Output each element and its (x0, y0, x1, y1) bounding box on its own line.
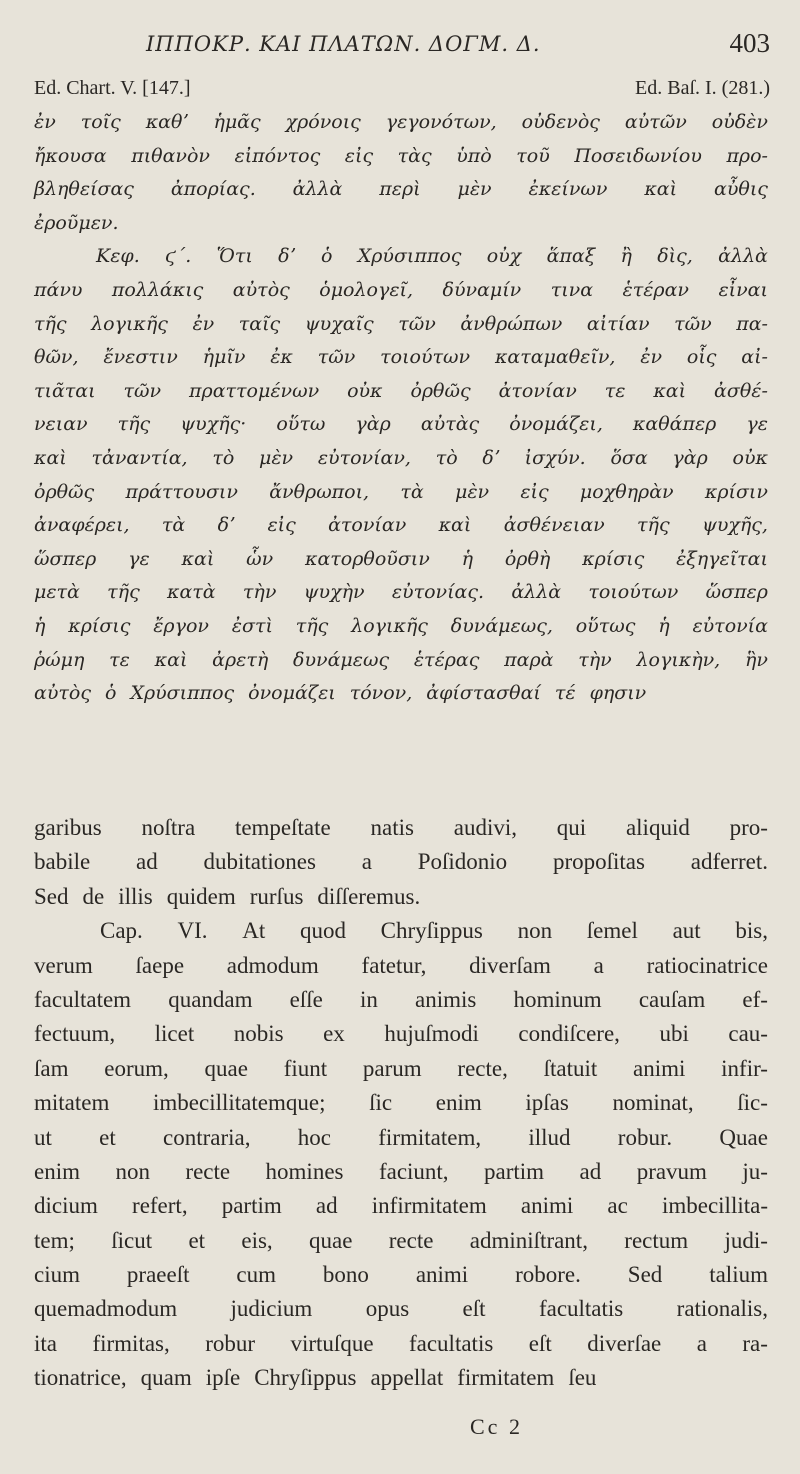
greek-text-block (34, 106, 768, 711)
greek-line: ἐν τοῖς καθʼ ἡμᾶς χρόνοις γεγονότων, οὐδενὸς αὐτῶν οὐδὲν (34, 111, 768, 133)
latin-line: Cap. VI. At quod Chryſippus non ſemel aut bis, (100, 918, 768, 944)
running-head: ΙΠΠΟΚΡ. ΚΑΙ ΠΛΑΤΩΝ. ΔΟΓΜ. Δ. (146, 32, 541, 56)
latin-line: quemadmodum judicium opus eſt facultatis rationalis, (34, 1296, 768, 1322)
page-header (34, 26, 770, 66)
greek-line: ἐροῦμεν. (34, 211, 119, 234)
greek-line: μετὰ τῆς κατὰ τὴν ψυχὴν εὐτονίας. ἀλλὰ τοιούτων ὥσπερ (34, 581, 768, 604)
latin-line: garibus noſtra tempeſtate natis audivi, qui aliquid pro- (34, 815, 768, 840)
latin-line: ut et contraria, hoc firmitatem, illud robur. Quae (34, 1124, 768, 1150)
greek-line: βληθείσας ἀπορίας. ἀλλὰ περὶ μὲν ἐκείνων καὶ αὖθις (34, 178, 768, 201)
greek-line: καὶ τἀναντία, τὸ μὲν εὐτονίαν, τὸ δʼ ἰσχύν. ὅσα γὰρ οὐκ (34, 446, 768, 469)
latin-line: dicium refert, partim ad infirmitatem animi ac imbecillita- (34, 1193, 768, 1219)
greek-line: Κεφ. ϛ΄. Ὅτι δʼ ὁ Χρύσιππος οὐχ ἅπαξ ἢ δὶς, ἀλλὰ (96, 245, 768, 268)
greek-line: θῶν, ἔνεστιν ἡμῖν ἐκ τῶν τοιούτων καταμαθεῖν, ἐν οἷς αἰ- (34, 346, 768, 369)
greek-line: αὐτὸς ὁ Χρύσιππος ὀνομάζει τόνον, ἀφίστασθαί τέ φησιν (34, 682, 647, 705)
latin-line: tionatrice, quam ipſe Chryſippus appellat firmitatem ſeu (34, 1365, 597, 1391)
latin-line: verum ſaepe admodum fatetur, diverſam a ratiocinatrice (34, 952, 768, 978)
greek-line: ἡ κρίσις ἔργον ἐστὶ τῆς λογικῆς δυνάμεως, οὕτως ἡ εὐτονία (34, 614, 768, 637)
greek-line: ὀρθῶς πράττουσιν ἄνθρωποι, τὰ μὲν εἰς μοχθηρὰν κρίσιν (34, 480, 768, 503)
latin-line: ſam eorum, quae fiunt parum recte, ſtatuit animi infir- (34, 1055, 768, 1081)
greek-line: νειαν τῆς ψυχῆς· οὕτω γὰρ αὐτὰς ὀνομάζει, καθάπερ γε (34, 413, 768, 436)
edition-reference (34, 77, 770, 105)
latin-line: mitatem imbecillitatemque; ſic enim ipſas nominat, ſic- (34, 1090, 768, 1116)
signature-mark: Cc 2 (470, 1414, 523, 1439)
edition-right: Ed. Baſ. I. (281.) (635, 77, 770, 99)
greek-line: τιᾶται τῶν πραττομένων οὐκ ὀρθῶς ἀτονίαν τε καὶ ἀσθέ- (34, 379, 768, 402)
greek-line: πάνυ πολλάκις αὐτὸς ὁμολογεῖ, δύναμίν τινα ἑτέραν εἶναι (34, 278, 768, 301)
greek-line: τῆς λογικῆς ἐν ταῖς ψυχαῖς τῶν ἀνθρώπων αἰτίαν τῶν πα- (34, 312, 768, 335)
latin-line: tem; ſicut et eis, quae recte adminiſtrant, rectum judi- (34, 1227, 768, 1253)
latin-line: facultatem quandam eſſe in animis hominum cauſam ef- (34, 986, 768, 1012)
latin-line: enim non recte homines faciunt, partim ad pravum ju- (34, 1158, 768, 1184)
greek-line: ῥώμη τε καὶ ἀρετὴ δυνάμεως ἑτέρας παρὰ τὴν λογικὴν, ἣν (34, 648, 768, 671)
latin-line: ita firmitas, robur virtuſque facultatis eſt diverſae a ra- (34, 1330, 768, 1356)
latin-line: cium praeeſt cum bono animi robore. Sed talium (34, 1262, 768, 1288)
latin-line: fectuum, licet nobis ex hujuſmodi condiſcere, ubi cau- (34, 1021, 768, 1047)
latin-line: Sed de illis quidem rurſus diſſeremus. (34, 883, 421, 909)
greek-line: ἤκουσα πιθανὸν εἰπόντος εἰς τὰς ὑπὸ τοῦ Ποσειδωνίου προ- (34, 144, 768, 167)
latin-text-block (34, 811, 768, 1396)
edition-left: Ed. Chart. V. [147.] (34, 77, 191, 99)
greek-line: ἀναφέρει, τὰ δʼ εἰς ἀτονίαν καὶ ἀσθένειαν τῆς ψυχῆς, (34, 514, 768, 537)
latin-line: babile ad dubitationes a Poſidonio propoſitas adferret. (34, 849, 768, 875)
page-number: 403 (729, 28, 770, 58)
greek-line: ὥσπερ γε καὶ ὧν κατορθοῦσιν ἡ ὀρθὴ κρίσις ἐξηγεῖται (34, 547, 768, 570)
